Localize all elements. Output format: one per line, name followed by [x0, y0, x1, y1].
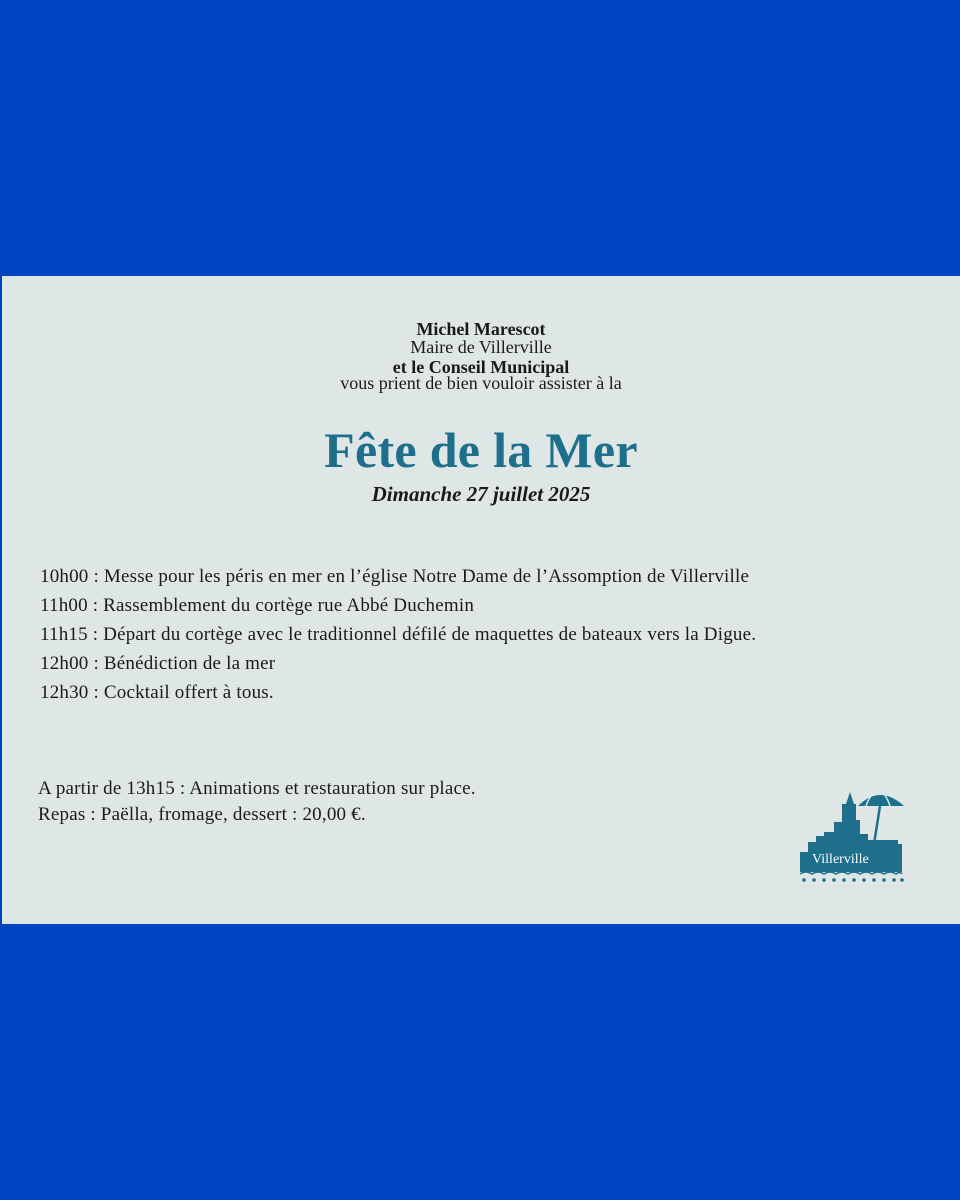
schedule-list — [40, 562, 950, 707]
event-title: Fête de la Mer — [324, 422, 638, 478]
schedule-item: 11h15 : Départ du cortège avec le traditionnel défilé de maquettes de bateaux vers la Digue. — [40, 624, 757, 645]
host-name: Michel Marescot — [416, 319, 546, 339]
villerville-logo-icon — [794, 786, 910, 886]
afternoon-info: A partir de 13h15 : Animations et restauration sur place. — [38, 778, 476, 799]
schedule-item: 12h30 : Cocktail offert à tous. — [40, 682, 274, 703]
meal-info: Repas : Paëlla, fromage, dessert : 20,00 €. — [38, 804, 366, 825]
logo-text: Villerville — [812, 852, 869, 867]
schedule-item: 11h00 : Rassemblement du cortège rue Abbé Duchemin — [40, 595, 475, 616]
practical-info — [38, 776, 476, 828]
council-line: et le Conseil Municipal — [392, 357, 570, 377]
schedule-item: 10h00 : Messe pour les péris en mer en l’église Notre Dame de l’Assomption de Villerville — [40, 566, 750, 587]
logo-graphic — [794, 786, 910, 886]
invitation-header — [2, 318, 960, 392]
schedule-item: 12h00 : Bénédiction de la mer — [40, 653, 276, 674]
invite-line: vous prient de bien vouloir assister à la — [340, 373, 622, 393]
event-date: Dimanche 27 juillet 2025 — [371, 482, 591, 506]
invitation-card — [2, 276, 960, 924]
host-role: Maire de Villerville — [410, 337, 552, 357]
